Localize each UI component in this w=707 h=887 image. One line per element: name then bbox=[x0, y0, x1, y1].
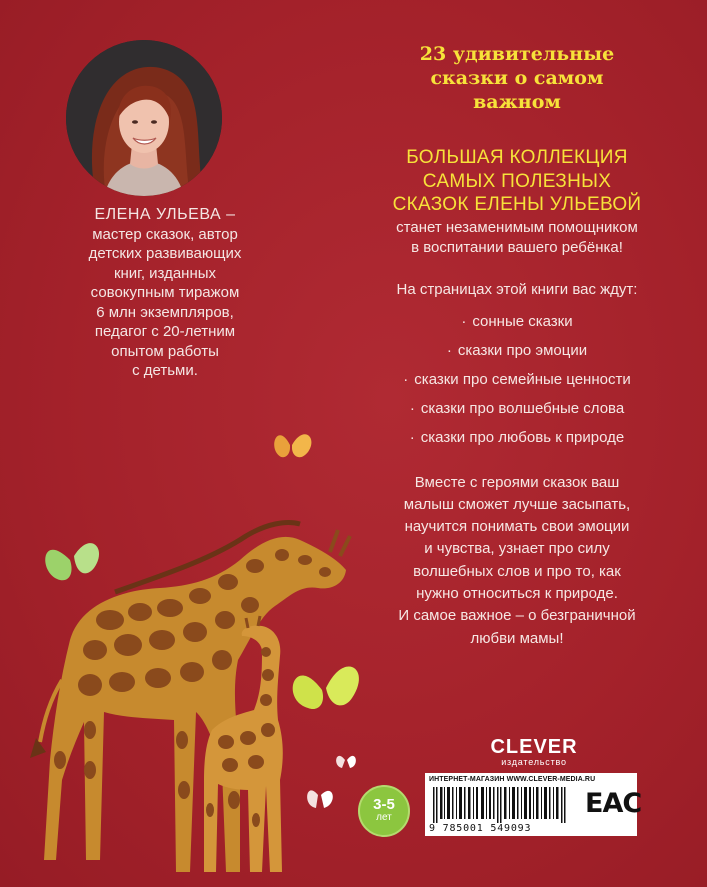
author-bio bbox=[50, 205, 280, 381]
barcode-card bbox=[425, 773, 642, 836]
bullet: · bbox=[446, 341, 452, 359]
author-bio-line: детских развивающих bbox=[88, 245, 242, 262]
author-bio-line: опытом работы bbox=[111, 342, 219, 360]
list-item bbox=[352, 336, 682, 365]
butterfly-icon bbox=[274, 434, 311, 457]
butterfly-icon bbox=[336, 756, 356, 768]
list-item-label: сказки про волшебные слова bbox=[420, 399, 625, 417]
outro-line: И самое важное – о безграничной bbox=[398, 607, 636, 625]
age-unit: лет bbox=[376, 812, 392, 823]
collection-title-line: БОЛЬШАЯ КОЛЛЕКЦИЯ bbox=[406, 147, 628, 168]
eac-mark: EAC bbox=[585, 788, 642, 819]
age-badge bbox=[358, 785, 410, 837]
bullet: · bbox=[461, 312, 467, 330]
list-item bbox=[352, 307, 682, 336]
publisher-logo bbox=[484, 737, 584, 767]
list-item bbox=[352, 423, 682, 452]
author-bio-line: 6 млн экземпляров, bbox=[96, 303, 234, 321]
tagline-line: сказки о самом bbox=[430, 67, 604, 89]
list-item-label: сонные сказки bbox=[472, 312, 573, 330]
barcode bbox=[431, 787, 581, 823]
outro-line: Вместе с героями сказок ваш bbox=[414, 473, 620, 491]
contents-list bbox=[352, 307, 682, 452]
isbn-number: 9 785001 549093 bbox=[429, 823, 532, 834]
outro-line: и чувства, узнает про силу bbox=[424, 540, 610, 558]
author-bio-line: с детьми. bbox=[132, 362, 198, 379]
collection-title-line: САМЫХ ПОЛЕЗНЫХ bbox=[422, 170, 612, 192]
outro-line: любви мамы! bbox=[470, 629, 564, 647]
publisher-name: CLEVER bbox=[490, 736, 578, 758]
butterfly-icon bbox=[45, 543, 99, 580]
author-name: ЕЛЕНА УЛЬЕВА – bbox=[94, 206, 236, 223]
list-item-label: сказки про семейные ценности bbox=[414, 370, 631, 388]
author-bio-line: книг, изданных bbox=[113, 264, 217, 282]
collection-subtitle-line: в воспитании вашего ребёнка! bbox=[411, 238, 623, 256]
list-item-label: сказки про любовь к природе bbox=[420, 428, 625, 446]
publisher-subtitle: издательство bbox=[501, 757, 567, 767]
collection-subtitle bbox=[352, 218, 682, 258]
tagline bbox=[352, 42, 682, 114]
outro-line: волшебных слов и про то, как bbox=[413, 562, 621, 580]
tagline-line: 23 удивительные bbox=[419, 43, 615, 65]
shop-url: ИНТЕРНЕТ-МАГАЗИН WWW.CLEVER-MEDIA.RU bbox=[429, 776, 596, 783]
tagline-line: важном bbox=[473, 91, 561, 113]
bullet: · bbox=[409, 399, 415, 417]
collection-title-line: СКАЗОК ЕЛЕНЫ УЛЬЕВОЙ bbox=[392, 194, 642, 215]
author-portrait-icon bbox=[66, 40, 222, 196]
outro-line: нужно относиться к природе. bbox=[416, 584, 618, 602]
author-portrait bbox=[66, 40, 222, 196]
outro-paragraph bbox=[352, 472, 682, 650]
bullet: · bbox=[409, 428, 415, 446]
description-column bbox=[352, 40, 682, 650]
butterfly-icon bbox=[293, 666, 359, 709]
list-item-label: сказки про эмоции bbox=[457, 341, 588, 359]
author-bio-line: педагог с 20-летним bbox=[94, 323, 236, 340]
list-item bbox=[352, 365, 682, 394]
author-bio-line: совокупным тиражом bbox=[90, 284, 240, 301]
contents-intro: На страницах этой книги вас ждут: bbox=[396, 280, 638, 298]
age-range: 3-5 bbox=[373, 796, 395, 813]
outro-line: малыш сможет лучше засыпать, bbox=[403, 495, 631, 513]
bullet: · bbox=[403, 370, 409, 388]
outro-line: научится понимать свои эмоции bbox=[404, 518, 630, 536]
collection-subtitle-line: станет незаменимым помощником bbox=[396, 218, 638, 236]
list-item bbox=[352, 394, 682, 423]
collection-title bbox=[352, 146, 682, 217]
author-bio-line: мастер сказок, автор bbox=[92, 225, 238, 243]
butterfly-icon bbox=[307, 790, 333, 808]
